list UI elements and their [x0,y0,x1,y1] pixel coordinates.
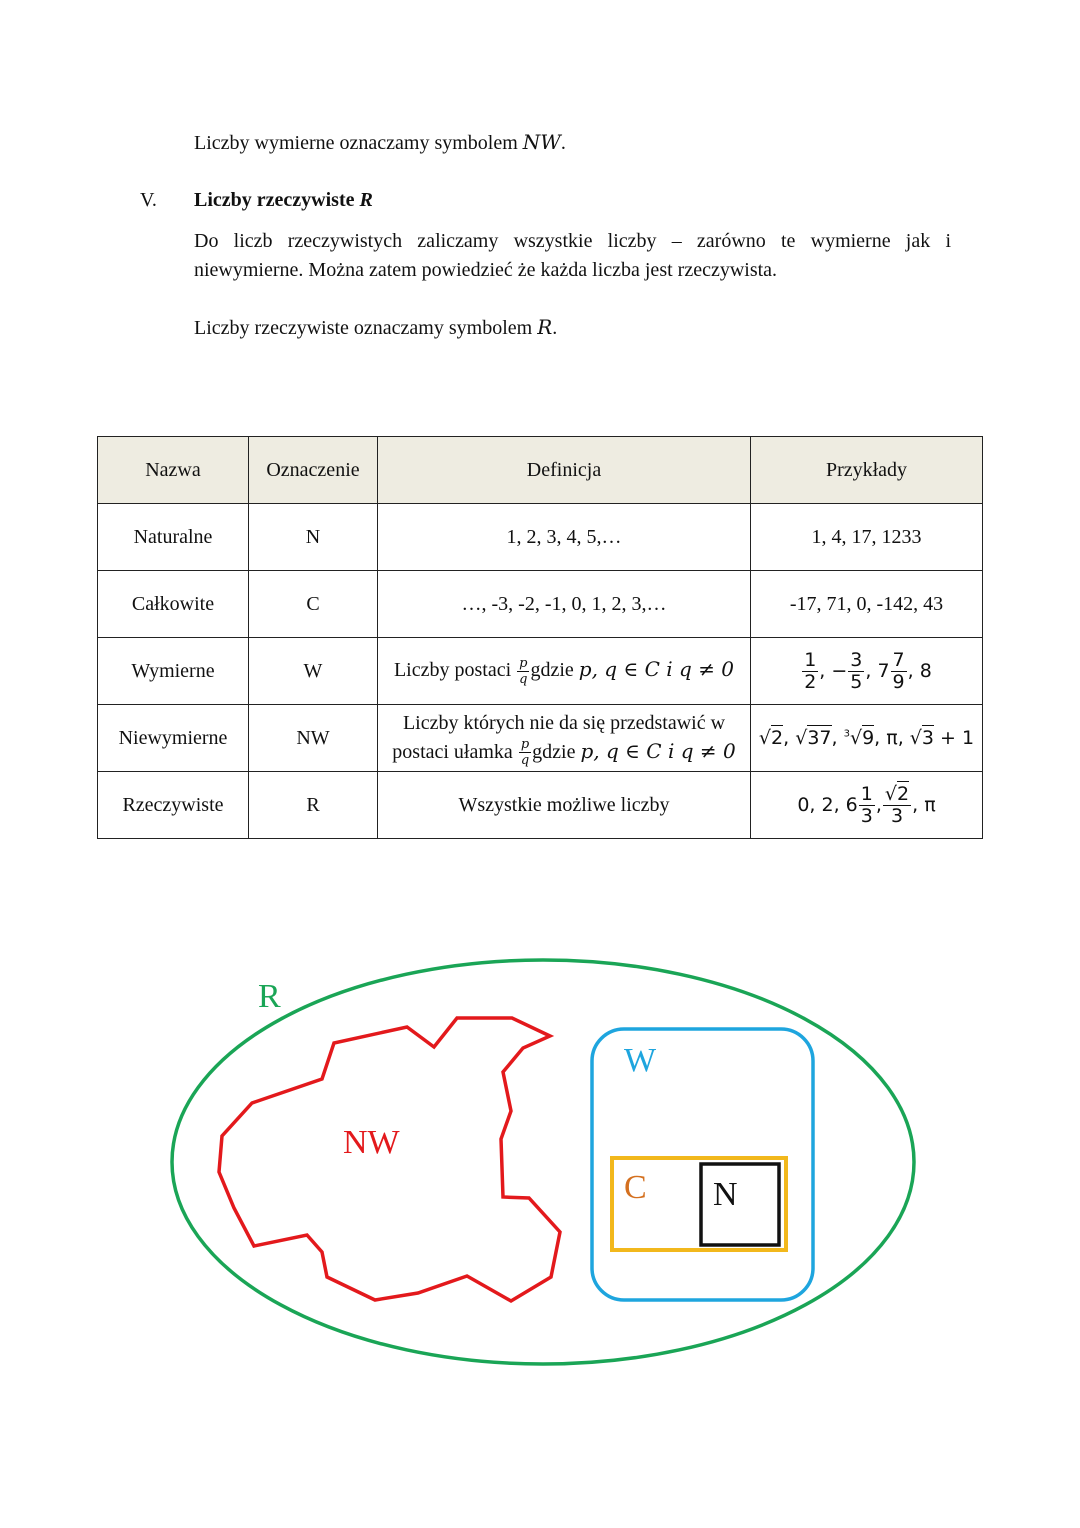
fraction-p-over-q: $\frac{p}{q}$ [520,737,530,769]
row-definition: 1, 2, 3, 4, 5,… [378,504,751,571]
row-name: Rzeczywiste [98,772,249,839]
row-examples: $\frac{1}{2}$ , − $\frac{3}{5}$ , 7 $\frac{7}{9}$ , 8 [751,638,983,705]
set-w-label: W [624,1042,657,1079]
fraction-p-over-q: $\frac{p}{q}$ [519,655,528,687]
table-header-row [98,437,983,504]
row-name: Naturalne [98,504,249,571]
nw-symbol: NW [522,130,561,154]
row-examples: √2, √37, $^3$√9, π, √3 + 1 [751,705,983,772]
row-symbol: W [249,638,378,705]
row-definition: Liczby postaci $\frac{p}{q}$ gdzie p, q ∈ C i q ≠ 0 [378,638,751,705]
header-oznaczenie: Oznaczenie [249,437,378,504]
row-name: Całkowite [98,571,249,638]
row-name: Niewymierne [98,705,249,772]
row-definition: …, -3, -2, -1, 0, 1, 2, 3,… [378,571,751,638]
set-nw-label: NW [343,1124,400,1161]
number-sets-diagram [0,940,1080,1380]
table-row [98,504,983,571]
table-row [98,638,983,705]
row-symbol: R [249,772,378,839]
set-r-ellipse [172,960,914,1364]
row-examples: 0, 2, 6 $\frac{1}{3}$ , $\frac{√2}{3}$ , π [751,772,983,839]
row-symbol: C [249,571,378,638]
row-symbol: NW [249,705,378,772]
set-r-label: R [258,978,281,1015]
header-definicja: Definicja [378,437,751,504]
table-row [98,772,983,839]
row-symbol: N [249,504,378,571]
r-symbol-sentence: Liczby rzeczywiste oznaczamy symbolem R. [194,315,558,339]
header-nazwa: Nazwa [98,437,249,504]
section-paragraph: Do liczb rzeczywistych zaliczamy wszystkie liczby – zarówno te wymierne jak i niewymierne. Można zatem powiedzieć że każda liczba jest rzeczywista. [194,230,951,281]
row-examples: -17, 71, 0, -142, 43 [751,571,983,638]
set-n-label: N [713,1176,738,1213]
section-title: Liczby rzeczywiste R [194,189,373,211]
table-row [98,571,983,638]
r-symbol: R [537,315,553,339]
row-definition: Liczby których nie da się przedstawić w postaci ułamka $\frac{p}{q}$ gdzie p, q ∈ C i q ≠ 0 [378,705,751,772]
row-definition: Wszystkie możliwe liczby [378,772,751,839]
section-number: V. [140,189,157,211]
set-c-label: C [624,1169,647,1206]
header-przyklady: Przykłady [751,437,983,504]
row-name: Wymierne [98,638,249,705]
row-examples: 1, 4, 17, 1233 [751,504,983,571]
table-row [98,705,983,772]
number-sets-table [97,436,983,839]
nw-symbol-sentence: Liczby wymierne oznaczamy symbolem NW. [194,130,566,154]
